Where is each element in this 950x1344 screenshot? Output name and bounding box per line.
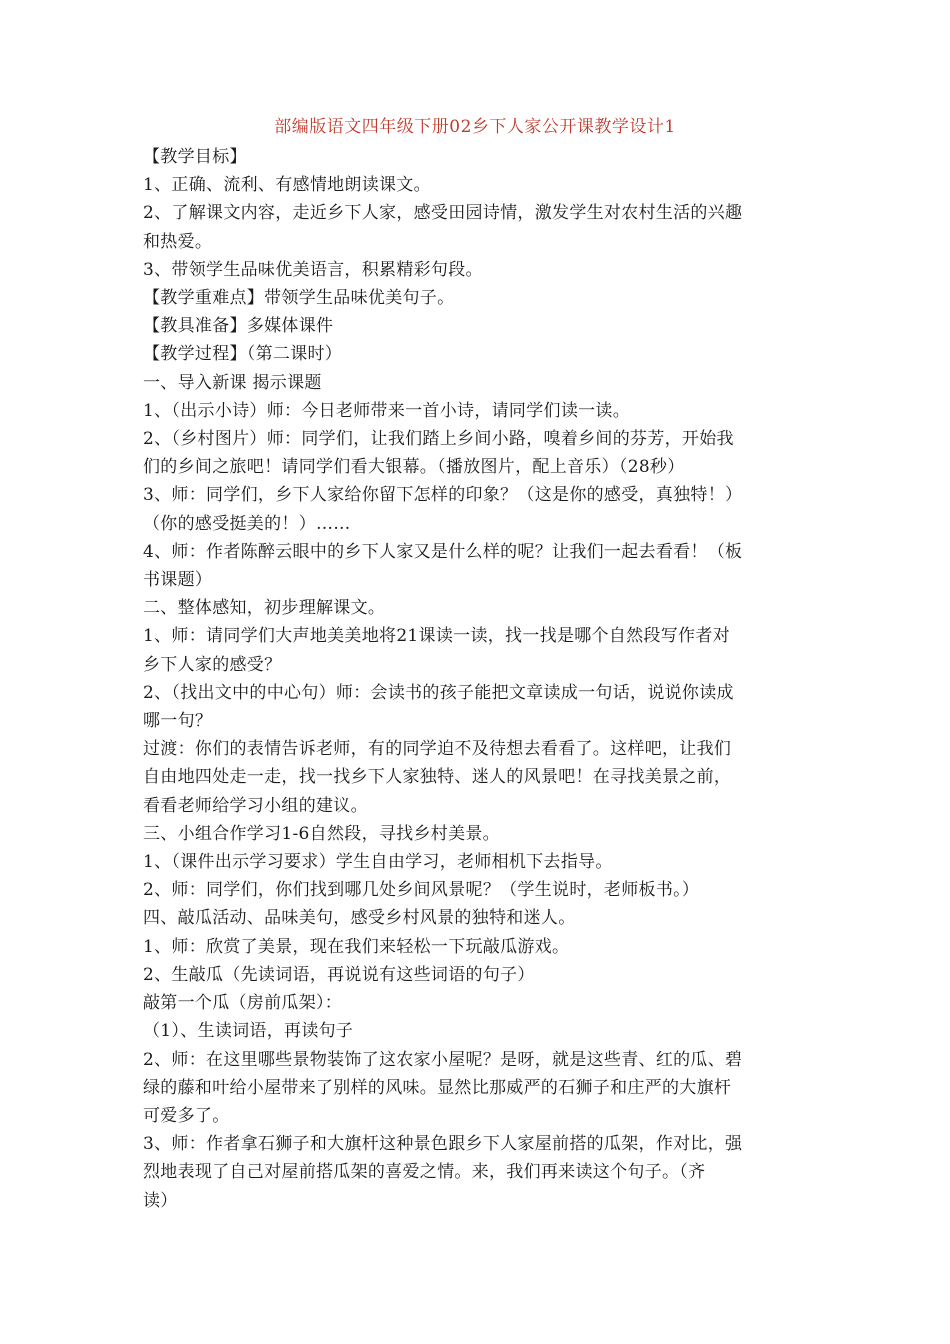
text-line: 二、整体感知，初步理解课文。: [143, 598, 386, 619]
text-line: 2、生敲瓜（先读词语，再说说有这些词语的句子）: [143, 964, 535, 985]
text-line: 1、师：请同学们大声地美美地将21课读一读，找一找是哪个自然段写作者对: [143, 626, 730, 647]
text-line: 乡下人家的感受？: [143, 654, 282, 675]
text-line: 过渡：你们的表情告诉老师，有的同学迫不及待想去看看了。这样吧，让我们: [143, 739, 732, 760]
document-body: [143, 143, 810, 1215]
text-line: 哪一句？: [143, 711, 213, 732]
text-line: 们的乡间之旅吧！请同学们看大银幕。（播放图片，配上音乐）（28秒）: [143, 457, 685, 478]
text-line: 【教具准备】多媒体课件: [143, 316, 334, 337]
text-line: 1、正确、流利、有感情地朗读课文。: [143, 175, 431, 196]
text-line: 书课题）: [143, 570, 213, 591]
text-line: 【教学过程】（第二课时）: [143, 344, 343, 365]
text-line: 3、师：同学们，乡下人家给你留下怎样的印象？（这是你的感受，真独特！）: [143, 485, 743, 506]
text-line: 2、（乡村图片）师：同学们，让我们踏上乡间小路，嗅着乡间的芬芳，开始我: [143, 429, 734, 450]
document-title: 部编版语文四年级下册02乡下人家公开课教学设计1: [274, 117, 676, 137]
text-line: 烈地表现了自己对屋前搭瓜架的喜爱之情。来，我们再来读这个句子。（齐: [143, 1162, 706, 1183]
text-line: 看看老师给学习小组的建议。: [143, 795, 368, 816]
text-line: 一、导入新课 揭示课题: [143, 372, 322, 393]
text-line: 1、（课件出示学习要求）学生自由学习，老师相机下去指导。: [143, 852, 613, 873]
text-line: 2、师：在这里哪些景物装饰了这农家小屋呢？是呀，就是这些青、红的瓜、碧: [143, 1049, 743, 1070]
text-line: 【教学目标】: [143, 147, 247, 167]
text-line: 2、（找出文中的中心句）师：会读书的孩子能把文章读成一句话，说说你读成: [143, 682, 734, 703]
text-line: 三、小组合作学习1-6自然段，寻找乡村美景。: [143, 823, 500, 844]
text-line: 2、了解课文内容，走近乡下人家，感受田园诗情，激发学生对农村生活的兴趣: [143, 203, 743, 224]
text-line: 自由地四处走一走，找一找乡下人家独特、迷人的风景吧！在寻找美景之前，: [143, 767, 732, 788]
text-line: 敲第一个瓜（房前瓜架）：: [143, 993, 343, 1014]
text-line: 四、敲瓜活动、品味美句，感受乡村风景的独特和迷人。: [143, 908, 576, 929]
text-line: 和热爱。: [143, 231, 213, 252]
text-line: 1、（出示小诗）师：今日老师带来一首小诗，请同学们读一读。: [143, 400, 631, 421]
text-line: 【教学重难点】带领学生品味优美句子。: [143, 288, 455, 309]
text-line: 可爱多了。: [143, 1105, 230, 1126]
text-line: 3、师：作者拿石狮子和大旗杆这种景色跟乡下人家屋前搭的瓜架，作对比，强: [143, 1134, 743, 1155]
text-line: （你的感受挺美的！）……: [143, 513, 351, 534]
text-line: 4、师：作者陈醉云眼中的乡下人家又是什么样的呢？让我们一起去看看！（板: [143, 541, 743, 562]
text-line: （1）、生读词语，再读句子: [143, 1021, 354, 1042]
text-line: 1、师：欣赏了美景，现在我们来轻松一下玩敲瓜游戏。: [143, 936, 570, 957]
text-line: 2、师：同学们，你们找到哪几处乡间风景呢？（学生说时，老师板书。）: [143, 880, 700, 901]
text-line: 读）: [143, 1190, 178, 1211]
text-line: 绿的藤和叶给小屋带来了别样的风味。显然比那威严的石狮子和庄严的大旗杆: [143, 1077, 732, 1098]
text-line: 3、带领学生品味优美语言，积累精彩句段。: [143, 259, 483, 280]
